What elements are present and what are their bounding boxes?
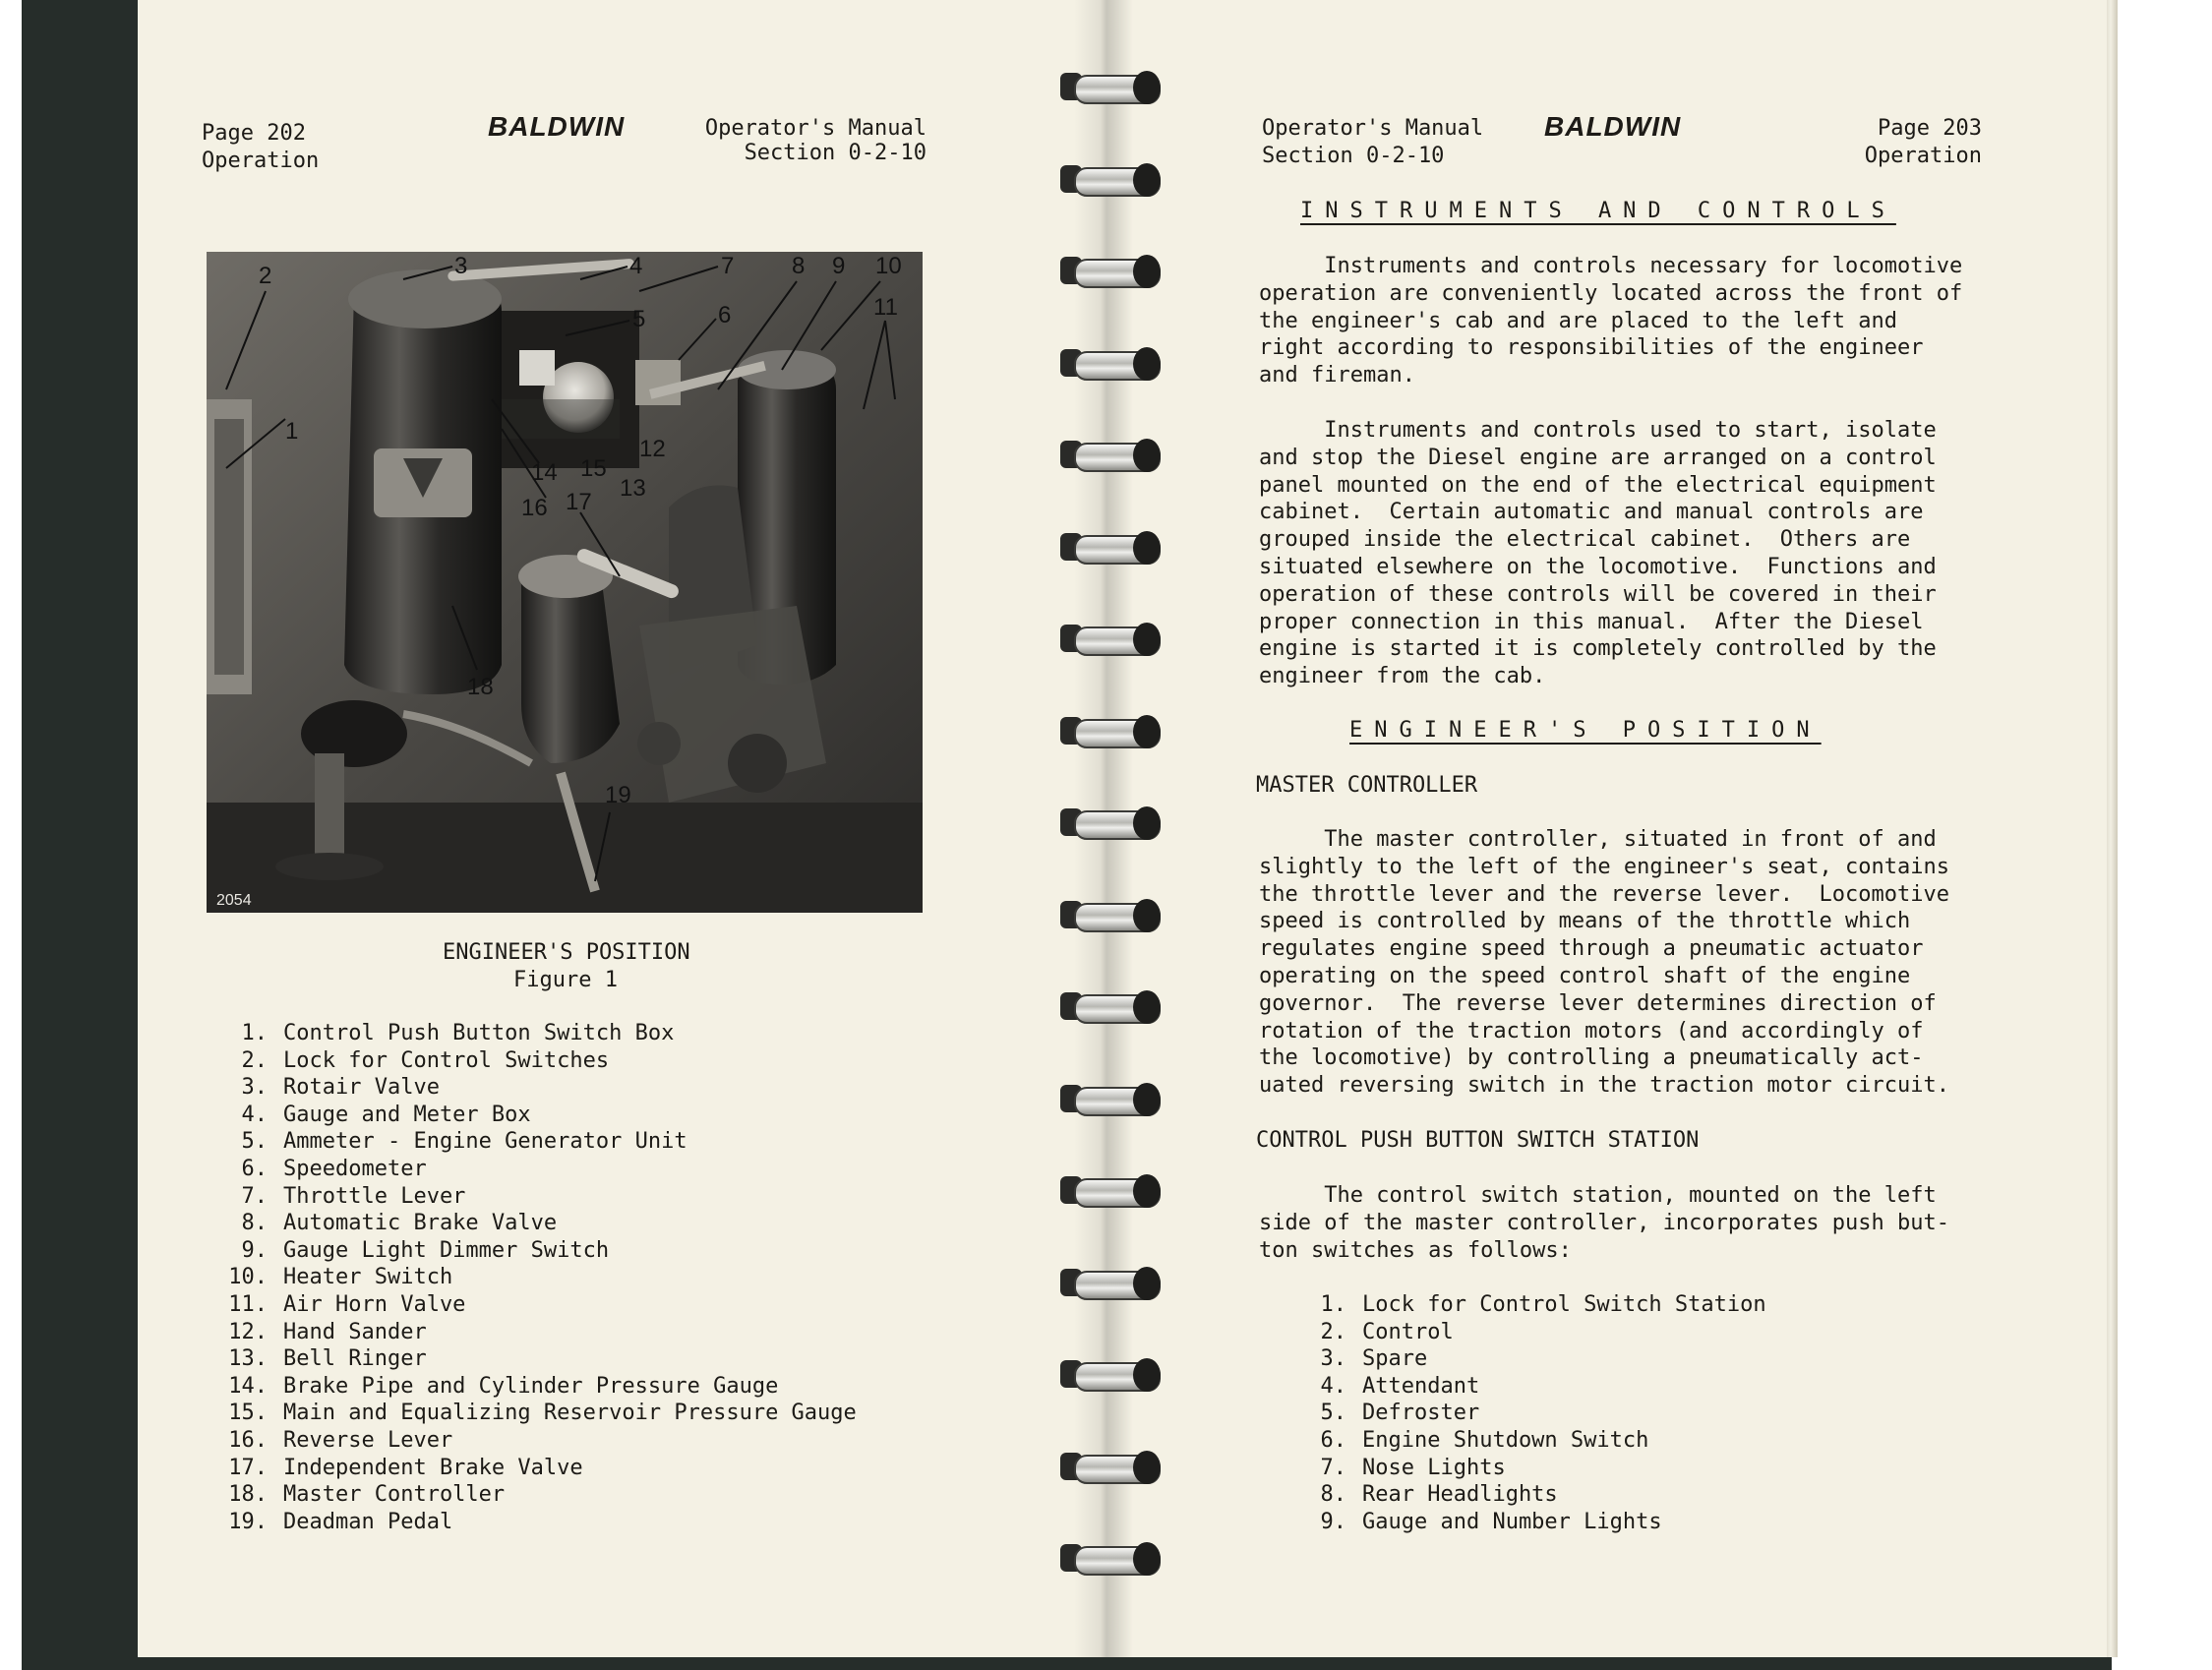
list-item (228, 1264, 857, 1291)
list-item-label: Nose Lights (1362, 1455, 1506, 1480)
binding-ring (1060, 986, 1166, 1030)
binding-ring (1060, 343, 1166, 387)
left-page-number: Page 202 (202, 121, 306, 146)
callout-7: 7 (721, 253, 735, 279)
binding-ring (1060, 1263, 1166, 1306)
list-item-label: Gauge and Meter Box (283, 1102, 531, 1127)
heading-instruments-and-controls: INSTRUMENTS AND CONTROLS (1300, 199, 1896, 223)
list-item-label: Main and Equalizing Reservoir Pressure Gauge (283, 1401, 857, 1426)
binding-ring (1060, 1354, 1166, 1398)
binding-ring (1060, 711, 1166, 754)
left-manual-section: Section 0-2-10 (744, 141, 927, 165)
list-item-label: Gauge and Number Lights (1362, 1509, 1662, 1534)
right-brand-logo: BALDWIN (1544, 111, 1682, 142)
list-item (228, 1291, 857, 1319)
binding-ring (1060, 1538, 1166, 1581)
callout-17: 17 (566, 489, 592, 515)
callout-1: 1 (285, 418, 299, 445)
list-item-number: 7. (1320, 1455, 1346, 1480)
binding-ring (1060, 527, 1166, 570)
list-item-label: Speedometer (283, 1156, 427, 1181)
callout-11: 11 (873, 294, 898, 321)
binding-ring (1060, 1079, 1166, 1122)
list-item-number: 1. (1320, 1292, 1346, 1317)
list-item-number: 14. (228, 1373, 268, 1399)
list-item (228, 1373, 857, 1401)
list-item (228, 1319, 857, 1346)
callout-14: 14 (531, 459, 558, 486)
list-item (241, 1156, 857, 1183)
list-item-number: 2. (1320, 1319, 1346, 1344)
list-item-label: Master Controller (283, 1482, 506, 1508)
list-item-number: 8. (241, 1211, 268, 1236)
callout-8: 8 (792, 253, 806, 279)
list-item (1320, 1400, 1766, 1427)
figure-caption-title: ENGINEER'S POSITION (443, 940, 690, 965)
list-item-label: Heater Switch (283, 1265, 453, 1290)
list-item (241, 1183, 857, 1211)
list-item-label: Lock for Control Switch Station (1362, 1292, 1766, 1317)
left-section-label: Operation (202, 149, 320, 173)
photo-number: 2054 (216, 892, 252, 909)
heading-engineers-position: ENGINEER'S POSITION (1349, 718, 1822, 743)
right-section-label: Operation (1864, 144, 1982, 168)
binding-ring (1060, 435, 1166, 478)
callout-12: 12 (639, 436, 666, 462)
list-item (241, 1020, 857, 1047)
list-item-label: Automatic Brake Valve (283, 1211, 558, 1236)
list-item (241, 1047, 857, 1075)
list-item-number: 13. (228, 1346, 268, 1372)
paragraph-control-switch-station: The control switch station, mounted on the left side of the master controller, incorporates push but- ton switches as follows: (1259, 1183, 1949, 1263)
callout-4: 4 (629, 253, 643, 279)
list-item-number: 3. (241, 1075, 268, 1101)
list-item-label: Ammeter - Engine Generator Unit (283, 1129, 688, 1155)
subheading-control-push-button-switch-station: CONTROL PUSH BUTTON SWITCH STATION (1256, 1128, 1700, 1153)
list-item-number: 9. (1320, 1509, 1346, 1534)
list-item-label: Hand Sander (283, 1319, 427, 1344)
callout-10: 10 (875, 253, 902, 279)
list-item (228, 1455, 857, 1482)
list-item (228, 1345, 857, 1373)
list-item (1320, 1373, 1766, 1401)
list-item-number: 9. (241, 1237, 268, 1263)
list-item-number: 18. (228, 1482, 268, 1508)
list-item-label: Brake Pipe and Cylinder Pressure Gauge (283, 1373, 779, 1399)
list-item (1320, 1427, 1766, 1455)
list-item (228, 1400, 857, 1427)
list-item (241, 1210, 857, 1237)
list-item-label: Throttle Lever (283, 1183, 466, 1209)
list-item (228, 1481, 857, 1509)
list-item-number: 7. (241, 1183, 268, 1209)
list-item-label: Defroster (1362, 1401, 1480, 1426)
list-item-number: 5. (1320, 1401, 1346, 1426)
right-manual-section: Section 0-2-10 (1262, 144, 1445, 168)
list-item-number: 3. (1320, 1346, 1346, 1372)
list-item-label: Reverse Lever (283, 1427, 453, 1453)
list-item-number: 4. (241, 1102, 268, 1127)
list-item (241, 1128, 857, 1156)
list-item-label: Gauge Light Dimmer Switch (283, 1237, 610, 1263)
list-item (241, 1074, 857, 1102)
binding-ring (1060, 895, 1166, 938)
list-item-number: 5. (241, 1129, 268, 1155)
paragraph-instruments-intro: Instruments and controls necessary for locomotive operation are conveniently located across the front of the engineer's cab and are placed to the left and right according to responsibilities of the engineer and fireman. (1259, 254, 1963, 388)
list-item-number: 8. (1320, 1482, 1346, 1508)
list-item (1320, 1481, 1766, 1509)
list-item-label: Air Horn Valve (283, 1291, 466, 1317)
list-item-label: Attendant (1362, 1373, 1480, 1399)
callout-15: 15 (580, 455, 607, 482)
callout-16: 16 (521, 495, 548, 521)
list-item-label: Bell Ringer (283, 1346, 427, 1372)
list-item-number: 2. (241, 1047, 268, 1073)
engineers-position-photo (207, 252, 923, 913)
figure-caption-number: Figure 1 (513, 968, 618, 992)
list-item-number: 16. (228, 1427, 268, 1453)
list-item-label: Deadman Pedal (283, 1509, 453, 1534)
right-manual-title: Operator's Manual (1262, 116, 1484, 141)
binding-ring (1060, 619, 1166, 662)
list-item-number: 1. (241, 1021, 268, 1045)
list-item-number: 11. (228, 1291, 268, 1317)
callout-3: 3 (454, 253, 468, 279)
list-item (241, 1102, 857, 1129)
list-item-number: 4. (1320, 1373, 1346, 1399)
callout-5: 5 (632, 306, 646, 332)
list-item-label: Rotair Valve (283, 1075, 440, 1101)
list-item (1320, 1455, 1766, 1482)
paragraph-diesel-controls: Instruments and controls used to start, isolate and stop the Diesel engine are arranged on a control panel mounted on the end of the electrical equipment cabinet. Certain automatic and manual controls are grouped inside the electrical cabinet. Others are situated elsewhere on the locomotive. Functions and operation of these controls will be covered in their proper connection in this manual. After the Diesel engine is started it is completely controlled by the engineer from the cab. (1259, 418, 1937, 689)
list-item (228, 1427, 857, 1455)
list-item-label: Rear Headlights (1362, 1482, 1558, 1508)
callout-2: 2 (259, 263, 272, 289)
list-item-label: Lock for Control Switches (283, 1047, 610, 1073)
list-item-label: Spare (1362, 1346, 1428, 1372)
left-manual-title: Operator's Manual (704, 116, 927, 141)
callout-13: 13 (620, 475, 646, 502)
callout-19: 19 (605, 782, 631, 808)
list-item-number: 17. (228, 1455, 268, 1480)
list-item-label: Control (1362, 1319, 1454, 1344)
list-item (1320, 1345, 1766, 1373)
list-item-number: 6. (241, 1156, 268, 1181)
list-item-number: 12. (228, 1319, 268, 1344)
binding-ring (1060, 1170, 1166, 1214)
callout-18: 18 (467, 674, 494, 700)
list-item (241, 1237, 857, 1265)
list-item-label: Engine Shutdown Switch (1362, 1427, 1649, 1453)
list-item-label: Control Push Button Switch Box (283, 1021, 675, 1045)
list-item-number: 19. (228, 1509, 268, 1534)
list-item-number: 6. (1320, 1427, 1346, 1453)
list-item (228, 1509, 857, 1536)
list-item (1320, 1319, 1766, 1346)
right-page-number: Page 203 (1878, 116, 1982, 141)
list-item-label: Independent Brake Valve (283, 1455, 583, 1480)
left-brand-logo: BALDWIN (488, 111, 626, 142)
binding-ring (1060, 803, 1166, 846)
list-item (1320, 1509, 1766, 1536)
callout-6: 6 (718, 302, 732, 328)
switch-list (1320, 1291, 1766, 1535)
callout-9: 9 (832, 253, 846, 279)
list-item-number: 10. (228, 1265, 268, 1290)
binding-ring (1060, 67, 1166, 110)
binding-ring (1060, 159, 1166, 203)
binding-ring (1060, 251, 1166, 294)
paragraph-master-controller: The master controller, situated in front of and slightly to the left of the engineer's seat, contains the throttle lever and the reverse lever. Locomotive speed is controlled by means of the throttle which regulates engine speed through a pneumatic actuator operating on the speed control shaft of the engine governor. The reverse lever determines direction of rotation of the traction motors (and accordingly of the locomotive) by controlling a pneumatically act- uated reversing switch in the traction motor circuit. (1259, 827, 1949, 1099)
list-item-number: 15. (228, 1401, 268, 1426)
figure-legend-list (228, 1020, 857, 1535)
subheading-master-controller: MASTER CONTROLLER (1256, 773, 1478, 798)
binding-ring (1060, 1447, 1166, 1490)
list-item (1320, 1291, 1766, 1319)
